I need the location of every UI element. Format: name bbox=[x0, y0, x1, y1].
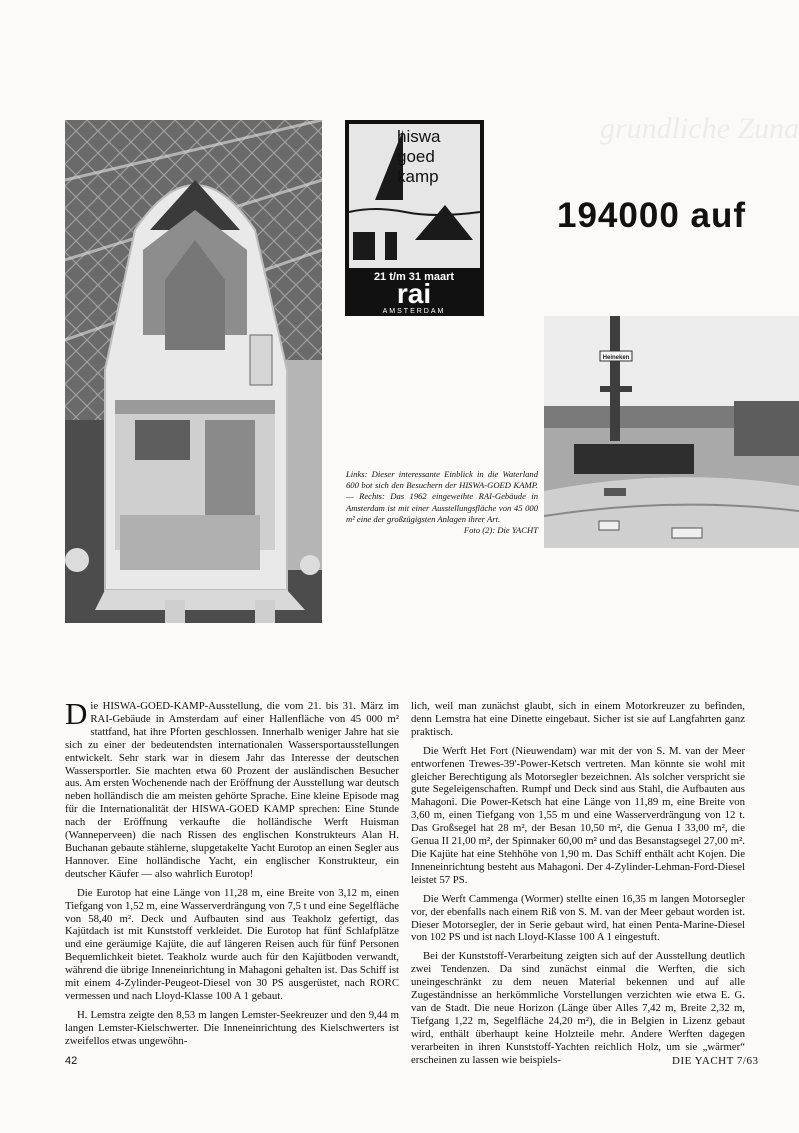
poster-artwork bbox=[345, 120, 484, 316]
exhibition-hall-illustration bbox=[65, 120, 322, 623]
poster-text-kamp: kamp bbox=[397, 167, 439, 186]
paragraph: lich, weil man zunächst glaubt, sich in einem Motorkreuzer zu befinden, denn Lemstra hat eine Dinette eingebaut. Sicher ist sie auf Langfahrten ganz praktisch. bbox=[411, 700, 745, 738]
paragraph: Die Eurotop hat eine Länge von 11,28 m, eine Breite von 3,12 m, einen Tiefgang von 1,52 m, eine Wasserverdrängung von 7,5 t und eine Segelfläche von 58,40 m². Deck und Aufbauten sind aus Teakholz gefertigt, das Kajütdach ist mit Kunststoff verkleidet. Die Eurotop hat fünf Schlafplätze und eine geräumige Kajüte, die auf längeren Reisen auch für fünf Personen Bequemlichkeit bietet. Teakholz wurde auch für den Kajütboden verwandt, während die übrige Inneneinrichtung in Mahagoni gehalten ist. Das Schiff ist mit einem 4-Zylinder-Peugeot-Diesel von 30 PS ausgerüstet, nach RORC vermessen und nach Lloyd-Klasse 100 A 1 gebaut. bbox=[65, 886, 399, 1002]
magazine-issue: DIE YACHT 7/63 bbox=[672, 1055, 759, 1067]
drop-cap: D bbox=[65, 696, 88, 731]
photo-rai-building bbox=[544, 316, 799, 548]
poster-text-hiswa: hiswa bbox=[397, 127, 441, 146]
photo-caption bbox=[346, 469, 538, 536]
hiswa-goed-kamp-poster bbox=[345, 120, 484, 316]
article-headline: 194000 auf bbox=[557, 196, 747, 235]
caption-text: Links: Dieser interessante Einblick in die Waterland 600 bot sich den Besuchern der HISWA-GOED KAMP. — Rechts: Das 1962 eingeweihte RAI-Gebäude in Amsterdam ist mit einer Ausstellungsfläche von 45 000 m² eine der großzügigsten Anlagen ihrer Art. bbox=[346, 469, 538, 524]
article-column-left bbox=[65, 696, 399, 1054]
poster-dates: 21 t/m 31 maart bbox=[373, 271, 455, 283]
background-ghost-text: grundliche Zuna bbox=[600, 112, 799, 145]
caption-credit: Foto (2): Die YACHT bbox=[463, 525, 538, 536]
article-column-right bbox=[411, 700, 745, 1072]
page-number: 42 bbox=[65, 1055, 78, 1067]
poster-text-goed: goed bbox=[397, 147, 435, 166]
tower-sign-heineken: Heineken bbox=[602, 355, 630, 361]
paragraph: Bei der Kunststoff-Verarbeitung zeigten sich auf der Ausstellung deutlich zwei Tendenzen. Da sind zunächst einmal die Werften, die sich uneingeschränkt zu dem neuen Material bekennen und auf alle Zugeständnisse an herkömmliche Vorstellungen verzichten wie etwa E. G. van de Stadt. Die neue Horizon (Länge über Alles 7,42 m, Breite 2,32 m, Tiefgang 1,22 m, Segelfläche 24,20 m²), die in Belgien in Lizenz gebaut wird, enthält überhaupt keine Holzteile mehr. Andere Werften dagegen verarbeiten in ihren Kunststoff-Yachten reichlich Holz, um sie „wärmer“ erscheinen zu lassen wie beispiels- bbox=[411, 950, 745, 1066]
paragraph: Die Werft Cammenga (Wormer) stellte einen 16,35 m langen Motorsegler vor, der ebenfalls nach einem Riß von S. M. van der Meer gebaut worden ist. Dieser Motorsegler, der in Serie gebaut wird, hat einen Penta-Marine-Diesel von 102 PS und ist nach Lloyd-Klasse 100 A 1 eingestuft. bbox=[411, 892, 745, 944]
poster-brand-rai: rai bbox=[396, 278, 432, 309]
paragraph: H. Lemstra zeigte den 8,53 m langen Lemster-Seekreuzer und den 9,44 m langen Lemster-Kielschwerter. Die Inneneinrichtung des Kielschwerters ist zweifellos etwas ungewöhn- bbox=[65, 1008, 399, 1047]
poster-city: AMSTERDAM bbox=[382, 308, 446, 315]
paragraph: Die Werft Het Fort (Nieuwendam) war mit der von S. M. van der Meer entworfenen Trewes-39'-Power-Ketsch vertreten. Man könnte sie wohl mit gleicher Berechtigung als Motorsegler bezeichnen. Als solcher verspricht sie gute Segeleigenschaften. Rumpf und Deck sind aus Stahl, die Aufbauten aus Mahagoni. Die Power-Ketsch hat eine Länge von 11,89 m, eine Breite von 3,60 m, einen Tiefgang von 1,55 m und eine Wasserverdrängung von 12 t. Das Großsegel hat 28 m², der Besan 10,50 m², die Genua I 33,00 m², die Genua II 21,00 m², der Spinnaker 60,00 m² und das Besanstagsegel 27,00 m². Die Kajüte hat eine Stehhöhe von 1,90 m. Das Schiff enthält acht Kojen. Die Inneneinrichtung besteht aus Mahagoni. Der 4-Zylinder-Lehman-Ford-Diesel leistet 57 PS. bbox=[411, 744, 745, 886]
photo-waterland-600-cutaway bbox=[65, 120, 322, 623]
rai-square-illustration bbox=[544, 316, 799, 548]
paragraph-text: ie HISWA-GOED-KAMP-Ausstellung, die vom 21. bis 31. März im RAI-Gebäude in Amsterdam auf einer Hallenfläche von 45 000 m² stattfand, hat ihre Pforten geschlossen. Innerhalb weniger Jahre hat sie sich zu einer der bedeutendsten internationalen Wassersportausstellungen entwickelt. Sehr stark war in diesem Jahr das Interesse der deutschen Wassersportler. Sie machten etwa 60 Prozent der ausländischen Besucher aus. Am ersten Wochenende nach der Eröffnung der Ausstellung war deutsch neben holländisch die am meisten gehörte Sprache. Eine kleine Episode mag für die Internationalität der HISWA-GOED KAMP sprechen: Eine Stunde nach der Eröffnung verkaufte die holländische Werft Huisman (Wanneperveen) die nach Rissen des englischen Konstrukteurs Alan H. Buchanan gebaute stählerne, slupgetakelte Yacht Eurotop an einen Segler aus Hannover. Eine holländische Yacht, ein englischer Konstrukteur, ein deutscher Käufer — also wahrlich Eurotop! bbox=[65, 700, 399, 880]
paragraph bbox=[65, 696, 399, 881]
